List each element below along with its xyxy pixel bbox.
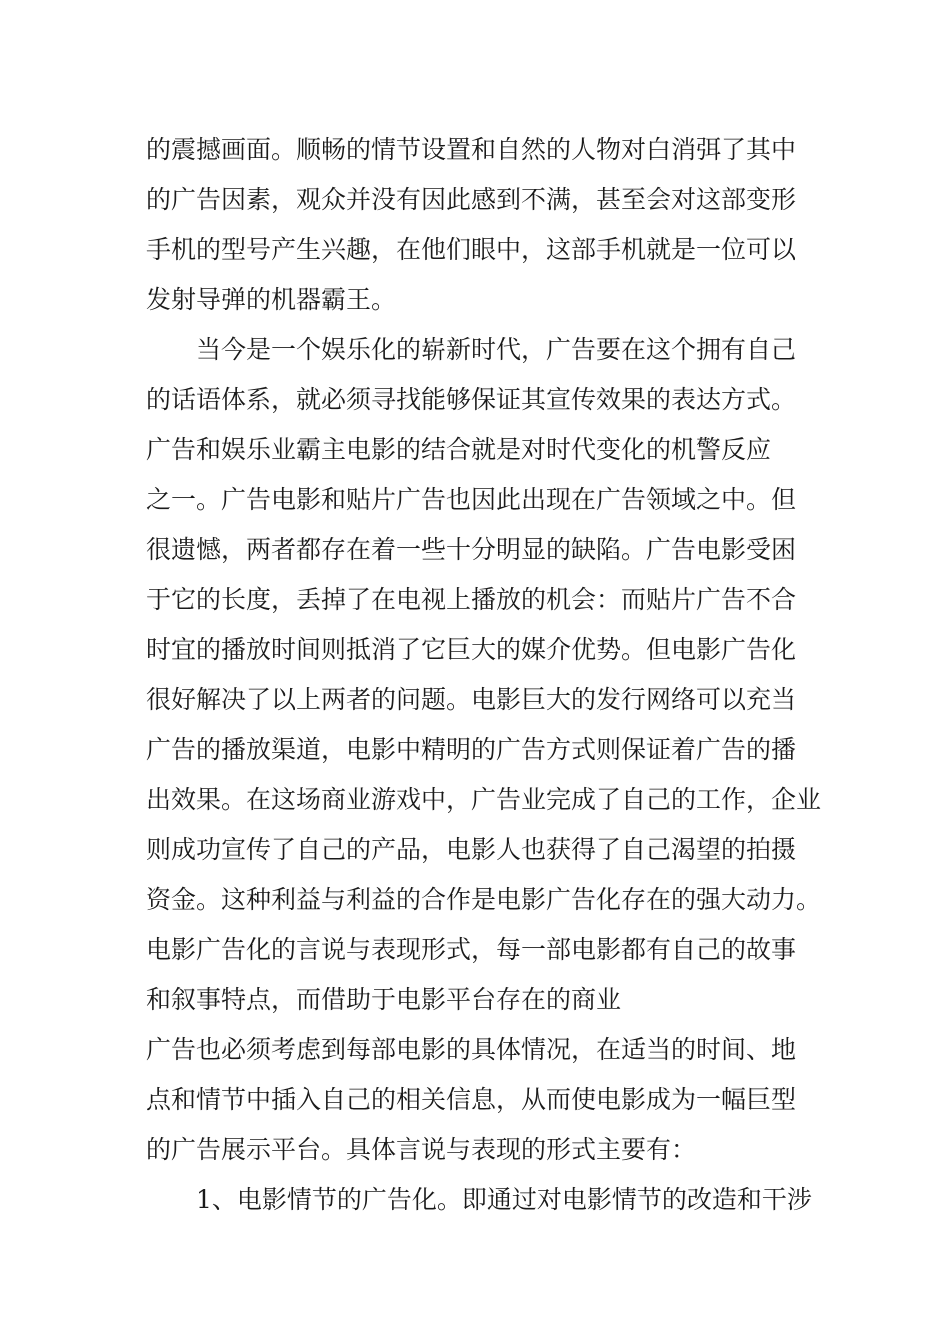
text-line: 很好解决了以上两者的问题。电影巨大的发行网络可以充当 <box>146 685 797 714</box>
text-line: 点和情节中插入自己的相关信息，从而使电影成为一幅巨型 <box>146 1085 797 1114</box>
text-line: 时宜的播放时间则抵消了它巨大的媒介优势。但电影广告化 <box>146 635 797 664</box>
text-line: 的震撼画面。顺畅的情节设置和自然的人物对白消弭了其中 <box>146 135 797 164</box>
text-line: 手机的型号产生兴趣，在他们眼中，这部手机就是一位可以 <box>146 235 797 264</box>
text-line: 资金。这种利益与利益的合作是电影广告化存在的强大动力。 <box>146 885 822 914</box>
text-line: 的话语体系，就必须寻找能够保证其宣传效果的表达方式。 <box>146 385 797 414</box>
text-line: 电影广告化的言说与表现形式，每一部电影都有自己的故事 <box>146 935 797 964</box>
text-line: 的广告因素，观众并没有因此感到不满，甚至会对这部变形 <box>146 185 797 214</box>
text-line: 发射导弹的机器霸王。 <box>146 285 397 314</box>
text-line-paragraph-start: 当今是一个娱乐化的崭新时代，广告要在这个拥有自己 <box>196 335 797 364</box>
text-line-list-item: 1、电影情节的广告化。即通过对电影情节的改造和干涉 <box>196 1185 812 1214</box>
text-line: 和叙事特点，而借助于电影平台存在的商业 <box>146 985 622 1014</box>
text-line: 很遗憾，两者都存在着一些十分明显的缺陷。广告电影受困 <box>146 535 797 564</box>
text-line: 则成功宣传了自己的产品，电影人也获得了自己渴望的拍摄 <box>146 835 797 864</box>
text-line: 的广告展示平台。具体言说与表现的形式主要有： <box>146 1135 697 1164</box>
body-text <box>146 125 822 1225</box>
text-line: 广告也必须考虑到每部电影的具体情况，在适当的时间、地 <box>146 1035 797 1064</box>
text-line: 广告和娱乐业霸主电影的结合就是对时代变化的机警反应 <box>146 435 772 464</box>
text-line: 出效果。在这场商业游戏中，广告业完成了自己的工作，企业 <box>146 785 822 814</box>
text-line: 之一。广告电影和贴片广告也因此出现在广告领域之中。但 <box>146 485 797 514</box>
text-line: 于它的长度，丢掉了在电视上播放的机会：而贴片广告不合 <box>146 585 797 614</box>
text-line: 广告的播放渠道，电影中精明的广告方式则保证着广告的播 <box>146 735 797 764</box>
